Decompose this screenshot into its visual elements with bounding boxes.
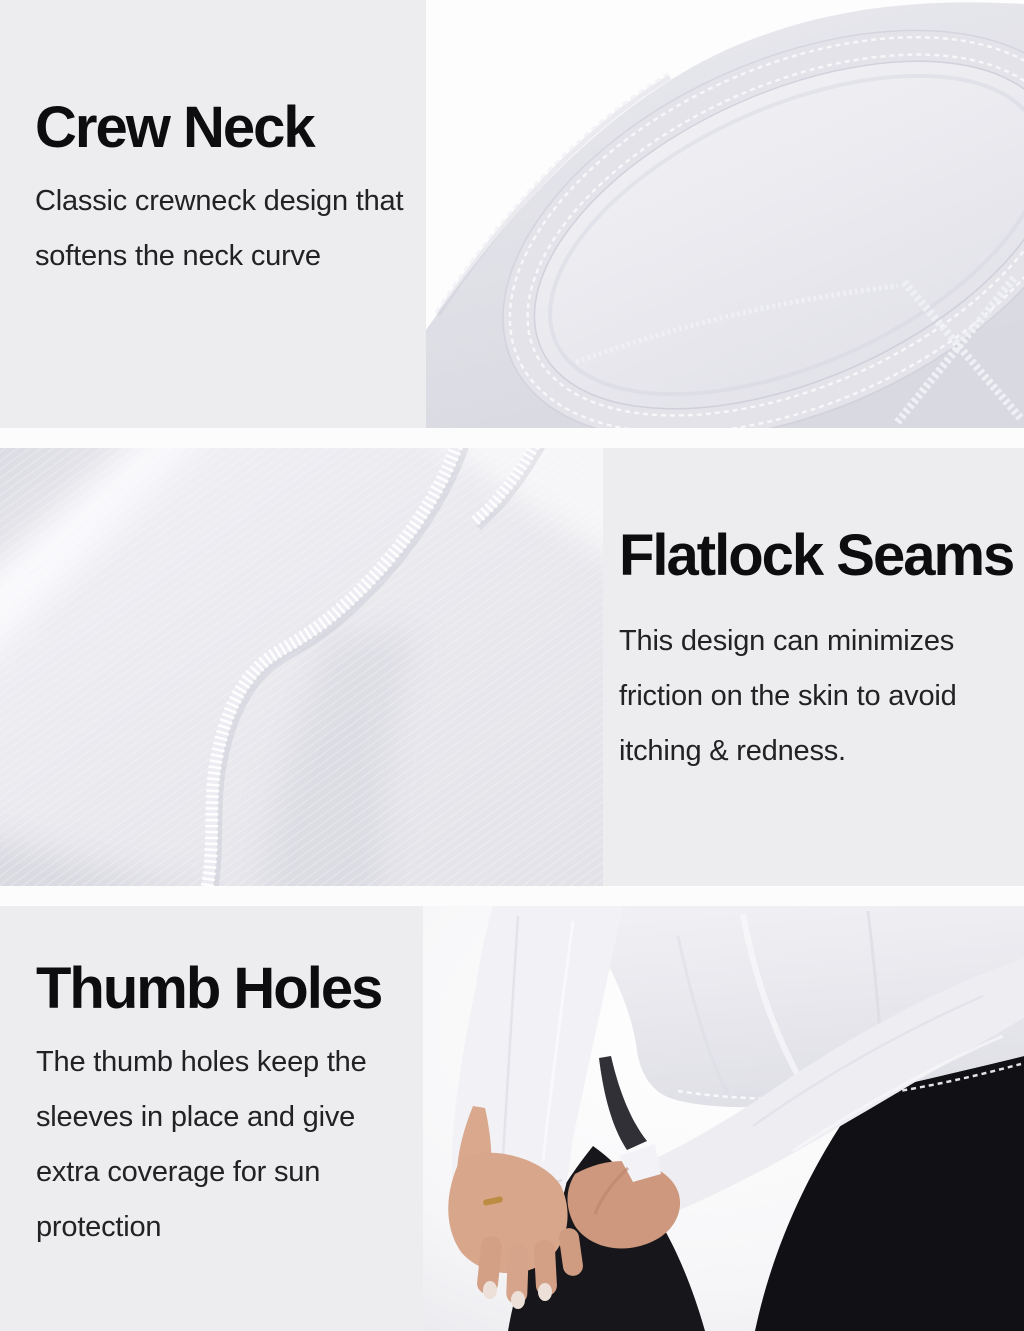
- flatlock-seam-illustration: [0, 448, 603, 886]
- photo-model-thumb-holes: [423, 906, 1024, 1331]
- title-crew-neck: Crew Neck: [35, 95, 314, 160]
- title-thumb-holes: Thumb Holes: [36, 956, 382, 1021]
- description-line: This design can minimizes: [619, 625, 955, 657]
- section-divider: [0, 428, 1024, 448]
- section-thumb-holes: [0, 906, 1024, 1331]
- section-flatlock-seams: [0, 448, 1024, 886]
- description-flatlock-seams: [619, 614, 1024, 779]
- description-line: itching & redness.: [619, 735, 846, 767]
- description-line: friction on the skin to avoid: [619, 680, 957, 712]
- photo-flatlock-seam-closeup: [0, 448, 603, 886]
- description-line: extra coverage for sun: [36, 1156, 321, 1188]
- thumb-holes-illustration: [423, 906, 1024, 1331]
- fingernail: [483, 1281, 497, 1299]
- description-line: softens the neck curve: [35, 240, 321, 272]
- section-crew-neck: [0, 0, 1024, 428]
- thumb-holes-text-panel: [0, 906, 423, 1331]
- description-crew-neck: [35, 174, 426, 284]
- description-line: protection: [36, 1211, 162, 1243]
- section-divider: [0, 886, 1024, 906]
- flatlock-seams-text-panel: [603, 448, 1024, 886]
- description-line: sleeves in place and give: [36, 1101, 356, 1133]
- fingernail: [511, 1291, 525, 1309]
- crew-neck-text-panel: [0, 0, 426, 428]
- photo-crew-neck-closeup: [426, 0, 1024, 428]
- fingernail: [538, 1283, 552, 1301]
- description-thumb-holes: [36, 1035, 423, 1255]
- crew-neck-illustration: [426, 0, 1024, 428]
- description-line: The thumb holes keep the: [36, 1046, 367, 1078]
- title-flatlock-seams: Flatlock Seams: [619, 523, 1014, 588]
- fabric-texture: [0, 448, 603, 886]
- description-line: Classic crewneck design that: [35, 185, 404, 217]
